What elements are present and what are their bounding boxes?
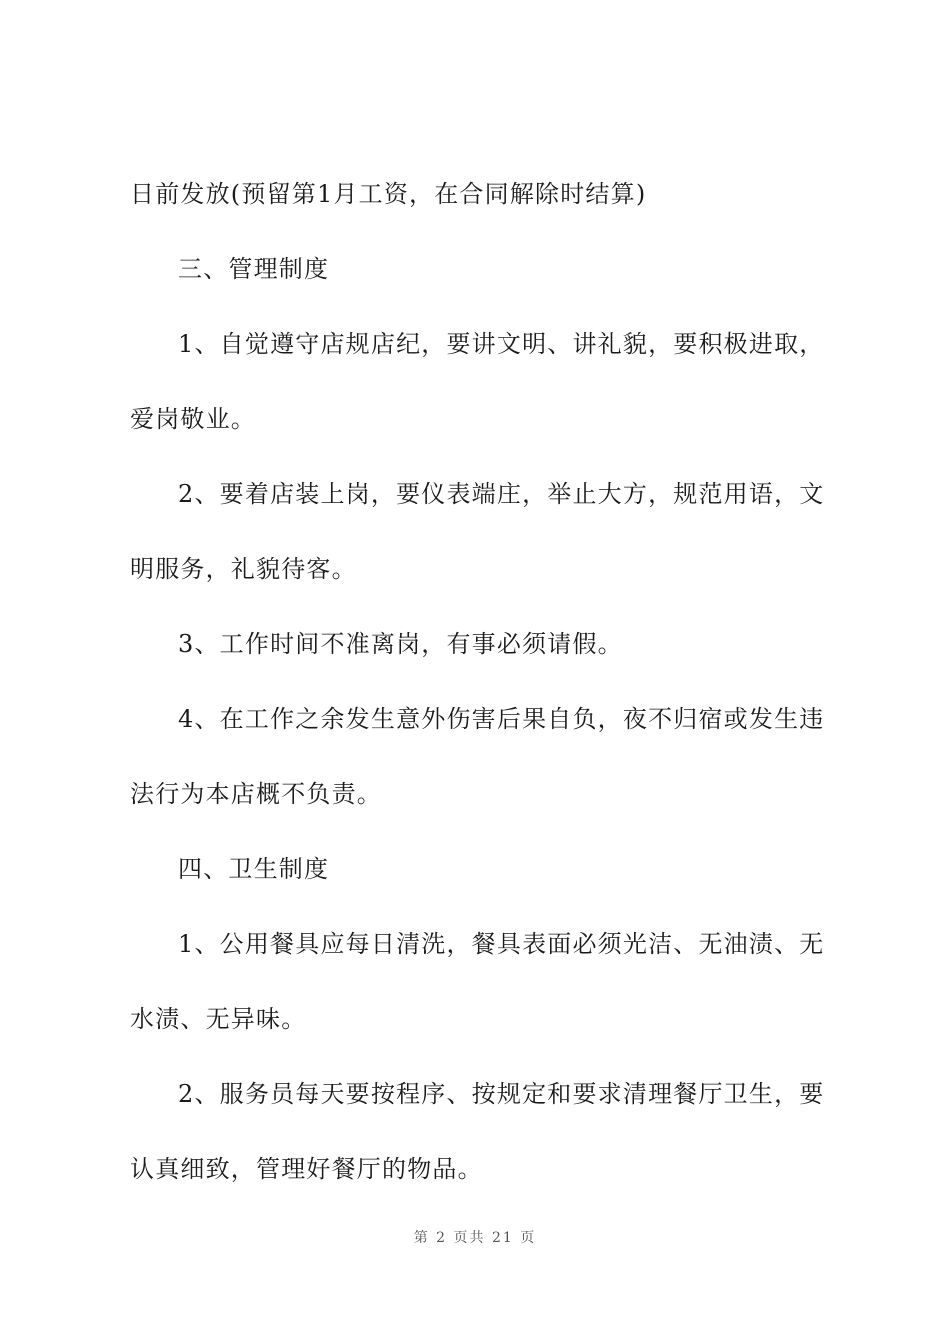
section-heading: 三、管理制度 [178, 255, 330, 283]
text-line: 3、工作时间不准离岗，有事必须请假。 [178, 630, 623, 658]
page-number: 第 2 页共 21 页 [413, 1230, 537, 1246]
text-line: 1、自觉遵守店规店纪，要讲文明、讲礼貌，要积极进取， [178, 330, 825, 358]
text-line: 1、公用餐具应每日清洗，餐具表面必须光洁、无油渍、无 [178, 930, 825, 958]
text-line: 2、服务员每天要按程序、按规定和要求清理餐厅卫生，要 [178, 1080, 825, 1108]
section-heading: 四、卫生制度 [178, 855, 330, 883]
text-line: 2、要着店装上岗，要仪表端庄，举止大方，规范用语，文 [178, 480, 825, 508]
text-line: 日前发放(预留第1月工资，在合同解除时结算) [130, 180, 647, 208]
text-line: 认真细致，管理好餐厅的物品。 [130, 1155, 483, 1183]
text-line: 4、在工作之余发生意外伤害后果自负，夜不归宿或发生违 [178, 705, 825, 733]
text-line: 爱岗敬业。 [130, 405, 256, 433]
text-line: 法行为本店概不负责。 [130, 780, 382, 808]
text-line: 水渍、无异味。 [130, 1005, 307, 1033]
text-line: 明服务，礼貌待客。 [130, 555, 357, 583]
